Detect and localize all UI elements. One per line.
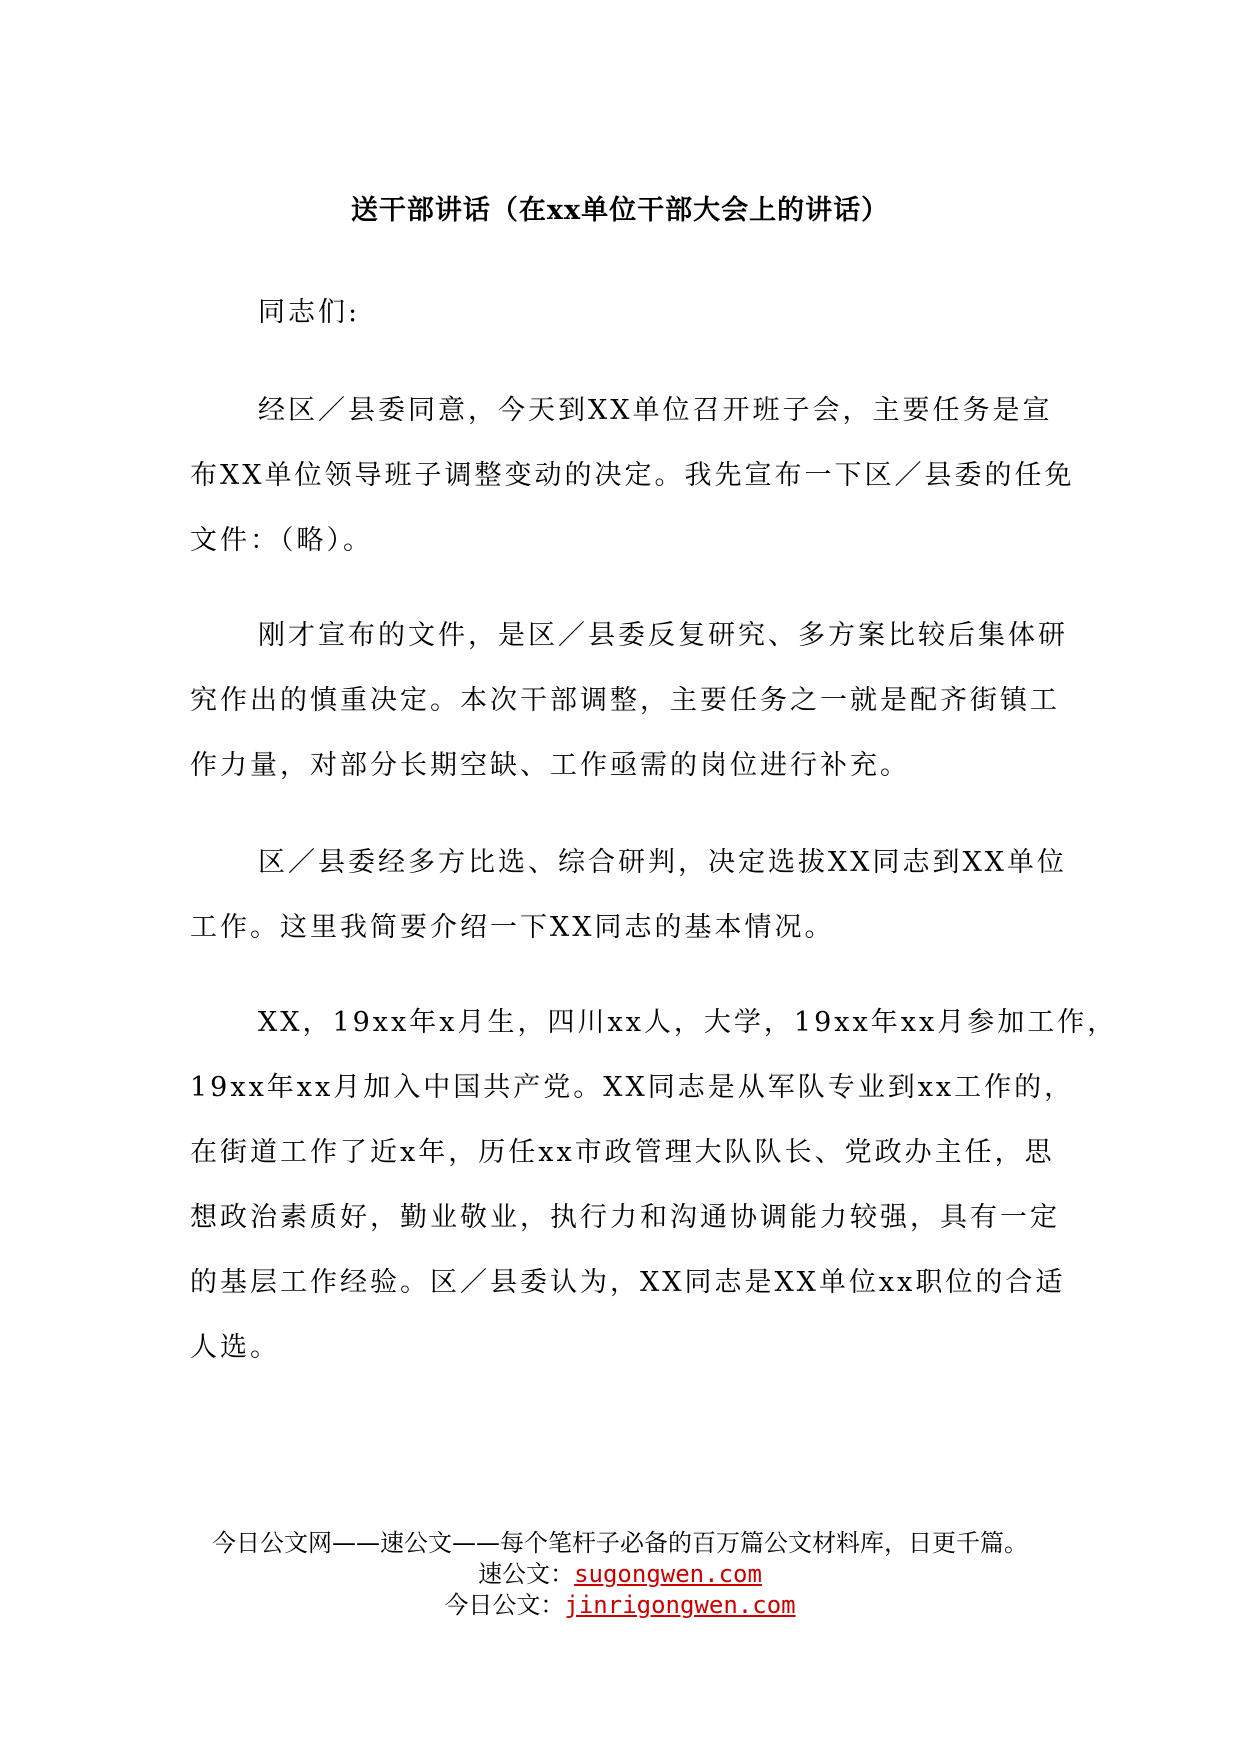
footer-sugongwen-label: 速公文： (478, 1560, 575, 1588)
paragraph-line: XX，19xx年x月生，四川xx人，大学，19xx年xx月参加工作， (258, 1007, 1118, 1038)
paragraph-line: 人选。 (190, 1332, 280, 1363)
paragraph-line: 同志们: (258, 297, 361, 328)
paragraph-profile (190, 990, 1118, 1380)
footer-ad (0, 1528, 1240, 1621)
paragraph-line: 工作。这里我简要介绍一下XX同志的基本情况。 (190, 912, 835, 943)
paragraph-line: 在街道工作了近x年，历任xx市政管理大队队长、党政办主任，思 (190, 1137, 1055, 1168)
paragraph-line: 文件：（略）。 (190, 525, 373, 556)
jinrigongwen-link[interactable]: jinrigongwen.com (564, 1591, 796, 1619)
paragraph-line: 想政治素质好，勤业敬业，执行力和沟通协调能力较强，具有一定 (190, 1202, 1060, 1233)
paragraph-decision (190, 603, 1070, 798)
paragraph-line: 究作出的慎重决定。本次干部调整，主要任务之一就是配齐街镇工 (190, 685, 1060, 716)
footer-slogan: 今日公文网——速公文——每个笔杆子必备的百万篇公文材料库，日更千篇。 (212, 1529, 1028, 1557)
paragraph-line: 区／县委经多方比选、综合研判，决定选拔XX同志到XX单位 (258, 847, 1067, 878)
paragraph-line: 19xx年xx月加入中国共产党。XX同志是从军队专业到xx工作的， (190, 1072, 1075, 1103)
paragraph-greeting (190, 280, 1070, 345)
footer-jinri-label: 今日公文： (444, 1591, 565, 1619)
paragraph-line: 作力量，对部分长期空缺、工作亟需的岗位进行补充。 (190, 750, 910, 781)
paragraph-announcement (190, 378, 1075, 573)
paragraph-line: 布XX单位领导班子调整变动的决定。我先宣布一下区／县委的任免 (190, 460, 1075, 491)
footer-jinri-row (0, 1590, 1240, 1621)
paragraph-line: 经区／县委同意，今天到XX单位召开班子会，主要任务是宣 (258, 395, 1053, 426)
paragraph-line: 的基层工作经验。区／县委认为，XX同志是XX单位xx职位的合适 (190, 1267, 1066, 1298)
footer-sugongwen-row (0, 1559, 1240, 1590)
sugongwen-link[interactable]: sugongwen.com (574, 1560, 762, 1588)
paragraph-selection (190, 830, 1070, 960)
paragraph-line: 刚才宣布的文件，是区／县委反复研究、多方案比较后集体研 (258, 620, 1068, 651)
document-title: 送干部讲话（在xx单位干部大会上的讲话） (350, 195, 890, 226)
